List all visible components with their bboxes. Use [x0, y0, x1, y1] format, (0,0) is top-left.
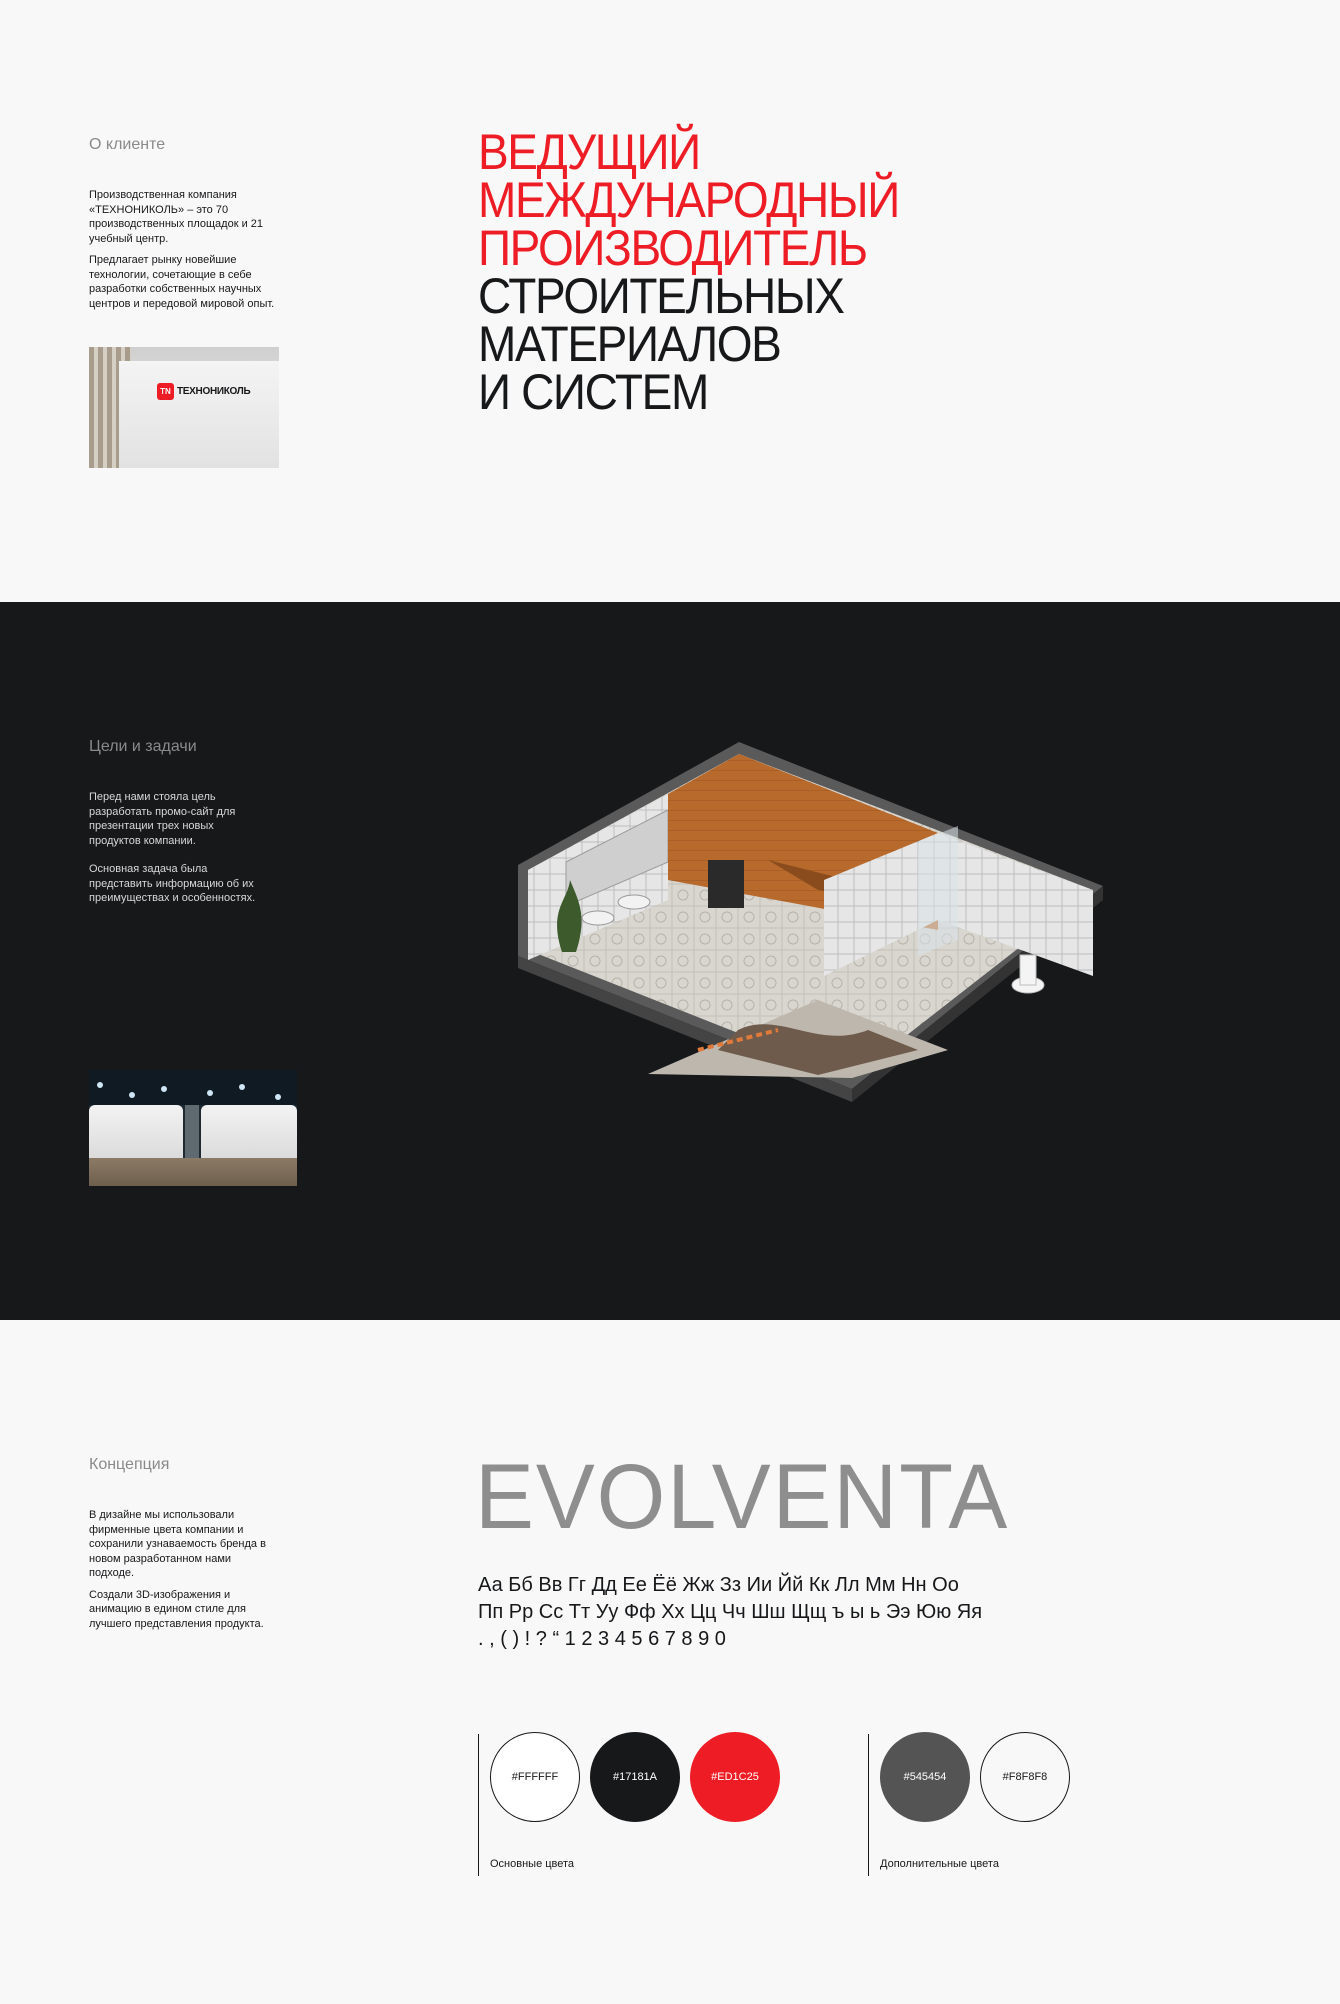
primary-colors-caption: Основные цвета: [490, 1858, 575, 1870]
soil-layer: [89, 1158, 297, 1186]
technonicol-logo: [157, 383, 250, 400]
client-section: [0, 0, 1340, 602]
concept-section-label: Концепция: [89, 1456, 170, 1473]
concept-paragraph-2: Создали 3D-изображения и анимацию в едином стиле для лучшего представления продукта.: [89, 1588, 264, 1630]
color-swatch-light: #F8F8F8: [980, 1732, 1070, 1822]
color-swatch-dark: #17181A: [590, 1732, 680, 1822]
client-office-photo: [89, 347, 279, 468]
goals-description: [89, 790, 259, 913]
client-paragraph-1: Производственная компания «ТЕХНОНИКОЛЬ» – это 70 производственных площадок и 21 учебный центр.: [89, 189, 264, 245]
water-drop: [207, 1090, 213, 1096]
goals-section: [0, 602, 1340, 1320]
goals-paragraph-2: Основная задача была представить информацию об их преимуществах и особенностях.: [89, 863, 256, 904]
client-paragraph-2: Предлагает рынку новейшие технологии, сочетающие в себе разработки собственных научных центров и передовой мировой опыт.: [89, 254, 275, 310]
primary-colors-divider: [478, 1734, 479, 1876]
typeface-name: EVOLVENTA: [475, 1446, 1010, 1548]
headline-line-3: ПРОИЗВОДИТЕЛЬ: [478, 220, 867, 276]
headline-line-4: СТРОИТЕЛЬНЫХ: [478, 268, 844, 324]
reception-desk: [119, 361, 279, 468]
water-drop: [275, 1094, 281, 1100]
headline-line-2: МЕЖДУНАРОДНЫЙ: [478, 172, 899, 228]
headline-line-5: МАТЕРИАЛОВ: [478, 316, 781, 372]
sink-left: [582, 911, 614, 925]
photo-dark-background: [89, 1070, 297, 1105]
goals-section-label: Цели и задачи: [89, 738, 197, 755]
specimen-line-1: Аа Бб Вв Гг Дд Ее Ёё Жж Зз Ии Йй Кк Лл Мм Нн Оо: [478, 1574, 959, 1596]
sink-right: [618, 895, 650, 909]
typeface-specimen: [478, 1572, 982, 1653]
isometric-bathroom-illustration: [518, 730, 1108, 1210]
secondary-colors-caption: Дополнительные цвета: [880, 1858, 999, 1870]
logo-wordmark: ТЕХНОНИКОЛЬ: [177, 386, 251, 397]
panel-left: [89, 1105, 183, 1163]
water-drop: [239, 1084, 245, 1090]
client-section-label: О клиенте: [89, 136, 166, 153]
water-drop: [97, 1082, 103, 1088]
panel-right: [201, 1105, 297, 1163]
client-description: [89, 188, 279, 318]
sealed-joint: [185, 1105, 199, 1163]
logo-mark-icon: TN: [157, 383, 174, 400]
color-swatch-white: #FFFFFF: [490, 1732, 580, 1822]
hero-headline: [478, 124, 899, 420]
waterproofing-product-photo: [89, 1070, 297, 1186]
goals-paragraph-1: Перед нами стояла цель разработать промо-сайт для презентации трех новых продуктов компании.: [89, 791, 236, 847]
color-swatch-gray: #545454: [880, 1732, 970, 1822]
concept-description: [89, 1508, 274, 1638]
concept-section: [0, 1320, 1340, 2004]
specimen-line-2: Пп Рр Сс Тт Уу Фф Хх Цц Чч Шш Щщ ъ ы ь Ээ Юю Яя: [478, 1601, 983, 1623]
water-drop: [161, 1086, 167, 1092]
water-drop: [129, 1092, 135, 1098]
sauna-stove: [708, 860, 744, 908]
color-swatch-red: #ED1C25: [690, 1732, 780, 1822]
headline-line-1: ВЕДУЩИЙ: [478, 124, 700, 180]
headline-line-6: И СИСТЕМ: [478, 364, 708, 420]
specimen-line-3: . , ( ) ! ? “ 1 2 3 4 5 6 7 8 9 0: [478, 1628, 726, 1650]
concept-paragraph-1: В дизайне мы использовали фирменные цвета компании и сохранили узнаваемость бренда в новом разработанном нами подходе.: [89, 1509, 266, 1579]
secondary-colors-divider: [868, 1734, 869, 1876]
shower-glass: [918, 826, 958, 956]
